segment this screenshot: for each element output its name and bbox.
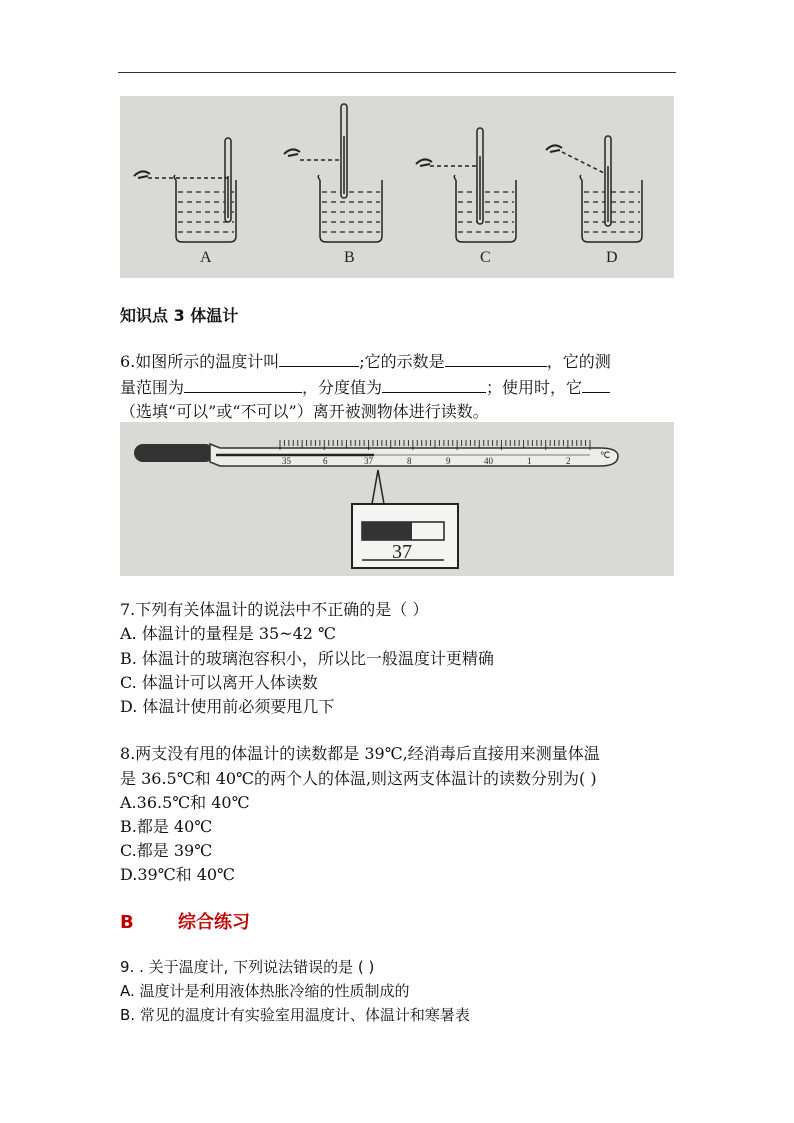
q6-blank-reading (445, 350, 547, 367)
q7-option-b: B. 体温计的玻璃泡容积小，所以比一般温度计更精确 (120, 649, 494, 668)
beaker-c (416, 128, 516, 242)
clinical-thermometer-figure (120, 422, 674, 576)
q6-text-1: 6.如图所示的温度计叫 (120, 352, 280, 371)
section-b-title: 综合练习 (178, 912, 250, 933)
thermometer-bulb (134, 444, 214, 462)
label-c: C (480, 249, 491, 266)
scale-number: 1 (527, 456, 532, 466)
magnified-reading: 37 (392, 541, 412, 563)
q8-option-b: B.都是 40℃ (120, 817, 213, 836)
q9-option-b: B. 常见的温度计有实验室用温度计、体温计和寒暑表 (120, 1006, 470, 1024)
label-d: D (606, 249, 618, 266)
q8-option-c: C.都是 39℃ (120, 841, 213, 860)
magnifier-pointer (372, 470, 384, 504)
scale-number: 8 (407, 456, 412, 466)
q9-stem: 9. . 关于温度计, 下列说法错误的是 ( ) (120, 958, 375, 976)
q6-blank-range (184, 376, 302, 393)
q6-text-3: ，它的测 (546, 352, 611, 371)
scale-number: 35 (282, 456, 291, 466)
scale-number: 40 (484, 456, 493, 466)
q7-stem: 7.下列有关体温计的说法中不正确的是（ ） (120, 600, 429, 619)
scale-number: 2 (566, 456, 571, 466)
scale-unit: ℃ (600, 450, 611, 460)
q6-text-2: ;它的示数是 (359, 352, 445, 371)
scale-number: 9 (446, 456, 451, 466)
q7-option-a: A. 体温计的量程是 35~42 ℃ (120, 624, 336, 643)
q6-blank-usage (582, 376, 610, 393)
beaker-a (134, 138, 236, 242)
q6-line-3: （选填“可以”或“不可以”）离开被测物体进行读数。 (120, 402, 489, 421)
q8-line-1: 8.两支没有甩的体温计的读数都是 39℃,经消毒后直接用来测量体温 (120, 744, 600, 763)
beaker-thermometer-figure (120, 96, 674, 278)
beaker-b (284, 104, 382, 242)
header-rule (118, 72, 676, 73)
q7-option-d: D. 体温计使用前必须要甩几下 (120, 697, 335, 716)
scale-number: 6 (323, 456, 328, 466)
q7-option-c: C. 体温计可以离开人体读数 (120, 673, 318, 692)
section-3-heading: 知识点 3 体温计 (120, 306, 239, 325)
label-a: A (200, 249, 212, 266)
section-b-letter: B (120, 912, 134, 933)
q8-option-d: D.39℃和 40℃ (120, 865, 235, 884)
q8-line-2: 是 36.5℃和 40℃的两个人的体温,则这两支体温计的读数分别为( ) (120, 769, 597, 788)
q6-text-4: 量范围为 (120, 378, 185, 397)
beaker-figure-svg (120, 96, 674, 278)
label-b: B (344, 249, 355, 266)
q6-text-6: ；使用时，它 (486, 378, 583, 397)
q9-option-a: A. 温度计是利用液体热胀冷缩的性质制成的 (120, 982, 410, 1000)
q6-line-2 (120, 376, 610, 400)
q6-text-5: ，分度值为 (302, 378, 383, 397)
beaker-d (546, 136, 642, 242)
scale-number: 37 (364, 456, 373, 466)
q6-blank-name (279, 350, 359, 367)
q8-option-a: A.36.5℃和 40℃ (120, 793, 250, 812)
magnified-mercury (362, 522, 412, 540)
q6-line-1 (120, 350, 611, 374)
q6-blank-division (382, 376, 486, 393)
thermometer-figure-svg (120, 422, 674, 576)
